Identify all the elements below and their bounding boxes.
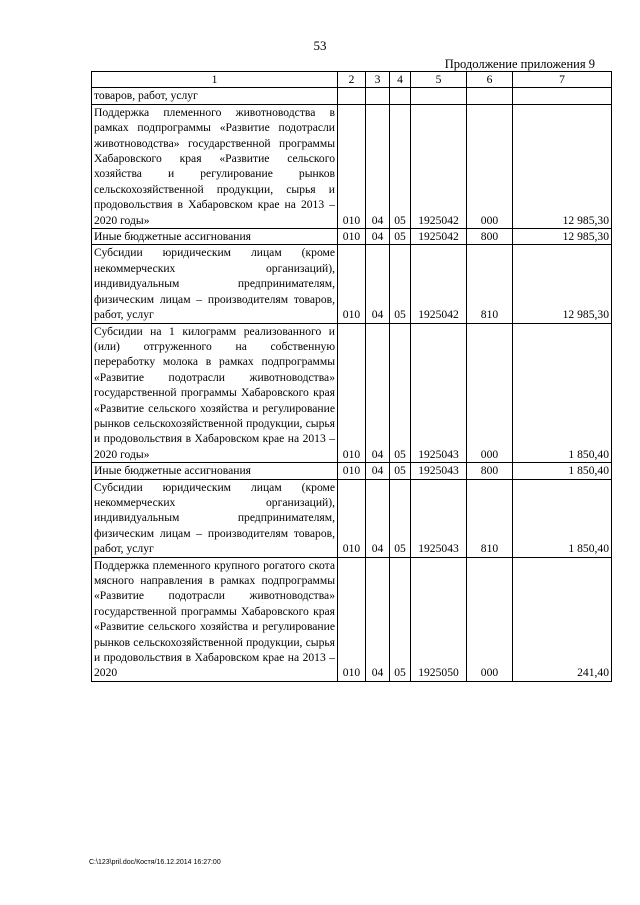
row-c2 <box>338 88 366 104</box>
row-c4: 05 <box>390 229 411 245</box>
row-c3: 04 <box>366 229 390 245</box>
header-col-4: 4 <box>390 72 411 88</box>
row-c5: 1925043 <box>411 479 467 557</box>
row-c4 <box>390 88 411 104</box>
row-c6: 800 <box>467 463 513 479</box>
document-footer: C:\123\pril.doc/Костя/16.12.2014 16:27:00 <box>89 859 221 866</box>
row-name: Субсидии юридическим лицам (кроме некоммерческих организаций), индивидуальным предпринимателям, физическим лицам – производителям товаров, работ, услуг <box>92 245 338 323</box>
row-c6: 800 <box>467 229 513 245</box>
row-c3: 04 <box>366 104 390 228</box>
row-name: Иные бюджетные ассигнования <box>92 229 338 245</box>
row-c7: 1 850,40 <box>513 463 612 479</box>
page-number: 53 <box>313 38 327 53</box>
row-c7 <box>513 88 612 104</box>
table-row <box>92 557 612 681</box>
table-row <box>92 229 612 245</box>
row-c3: 04 <box>366 245 390 323</box>
table-row <box>92 245 612 323</box>
budget-table <box>91 71 612 682</box>
row-c5: 1925042 <box>411 245 467 323</box>
table-row <box>92 323 612 463</box>
row-c3: 04 <box>366 557 390 681</box>
row-c6: 810 <box>467 245 513 323</box>
header-row <box>92 72 612 88</box>
row-c7: 1 850,40 <box>513 323 612 463</box>
row-c6: 000 <box>467 104 513 228</box>
row-c3 <box>366 88 390 104</box>
row-c6: 810 <box>467 479 513 557</box>
row-c4: 05 <box>390 479 411 557</box>
row-c6 <box>467 88 513 104</box>
row-c7: 12 985,30 <box>513 229 612 245</box>
row-c4: 05 <box>390 463 411 479</box>
row-c7: 1 850,40 <box>513 479 612 557</box>
row-name: Субсидии на 1 килограмм реализованного и (или) отгруженного на собственную переработку молока в рамках подпрограммы «Развитие подотрасли животноводства» государственной программы Хабаровского края «Развитие сельского хозяйства и регулирование рынков сельскохозяйственной продукции, сырья и продовольствия в Хабаровском крае на 2013 – 2020 годы» <box>92 323 338 463</box>
row-c2: 010 <box>338 245 366 323</box>
row-c5: 1925042 <box>411 229 467 245</box>
row-name: товаров, работ, услуг <box>92 88 338 104</box>
row-c6: 000 <box>467 557 513 681</box>
table-row <box>92 463 612 479</box>
header-col-7: 7 <box>513 72 612 88</box>
row-c6: 000 <box>467 323 513 463</box>
row-c4: 05 <box>390 557 411 681</box>
row-c4: 05 <box>390 323 411 463</box>
table-row <box>92 104 612 228</box>
row-name: Субсидии юридическим лицам (кроме некоммерческих организаций), индивидуальным предпринимателям, физическим лицам – производителям товаров, работ, услуг <box>92 479 338 557</box>
row-c5: 1925043 <box>411 463 467 479</box>
row-name: Поддержка племенного крупного рогатого скота мясного направления в рамках подпрограммы «Развитие подотрасли животноводства» государственной программы Хабаровского края «Развитие сельского хозяйства и регулирование рынков сельскохозяйственной продукции, сырья и продовольствия в Хабаровском крае на 2013 – 2020 <box>92 557 338 681</box>
row-c2: 010 <box>338 479 366 557</box>
table-row <box>92 479 612 557</box>
row-c3: 04 <box>366 463 390 479</box>
row-c2: 010 <box>338 104 366 228</box>
row-c7: 12 985,30 <box>513 104 612 228</box>
table-row <box>92 88 612 104</box>
header-col-2: 2 <box>338 72 366 88</box>
header-col-6: 6 <box>467 72 513 88</box>
header-col-1: 1 <box>92 72 338 88</box>
row-c5: 1925050 <box>411 557 467 681</box>
row-c7: 12 985,30 <box>513 245 612 323</box>
row-c5 <box>411 88 467 104</box>
row-c5: 1925043 <box>411 323 467 463</box>
row-name: Поддержка племенного животноводства в рамках подпрограммы «Развитие подотрасли животноводства» государственной программы Хабаровского края «Развитие сельского хозяйства и регулирование рынков сельскохозяйственной продукции, сырья и продовольствия в Хабаровском крае на 2013 – 2020 годы» <box>92 104 338 228</box>
row-c4: 05 <box>390 245 411 323</box>
row-c2: 010 <box>338 323 366 463</box>
header-col-5: 5 <box>411 72 467 88</box>
row-c2: 010 <box>338 557 366 681</box>
row-c4: 05 <box>390 104 411 228</box>
row-c7: 241,40 <box>513 557 612 681</box>
row-c2: 010 <box>338 463 366 479</box>
row-c5: 1925042 <box>411 104 467 228</box>
row-c3: 04 <box>366 323 390 463</box>
row-c3: 04 <box>366 479 390 557</box>
continuation-label: Продолжение приложения 9 <box>444 57 595 71</box>
row-name: Иные бюджетные ассигнования <box>92 463 338 479</box>
row-c2: 010 <box>338 229 366 245</box>
header-col-3: 3 <box>366 72 390 88</box>
